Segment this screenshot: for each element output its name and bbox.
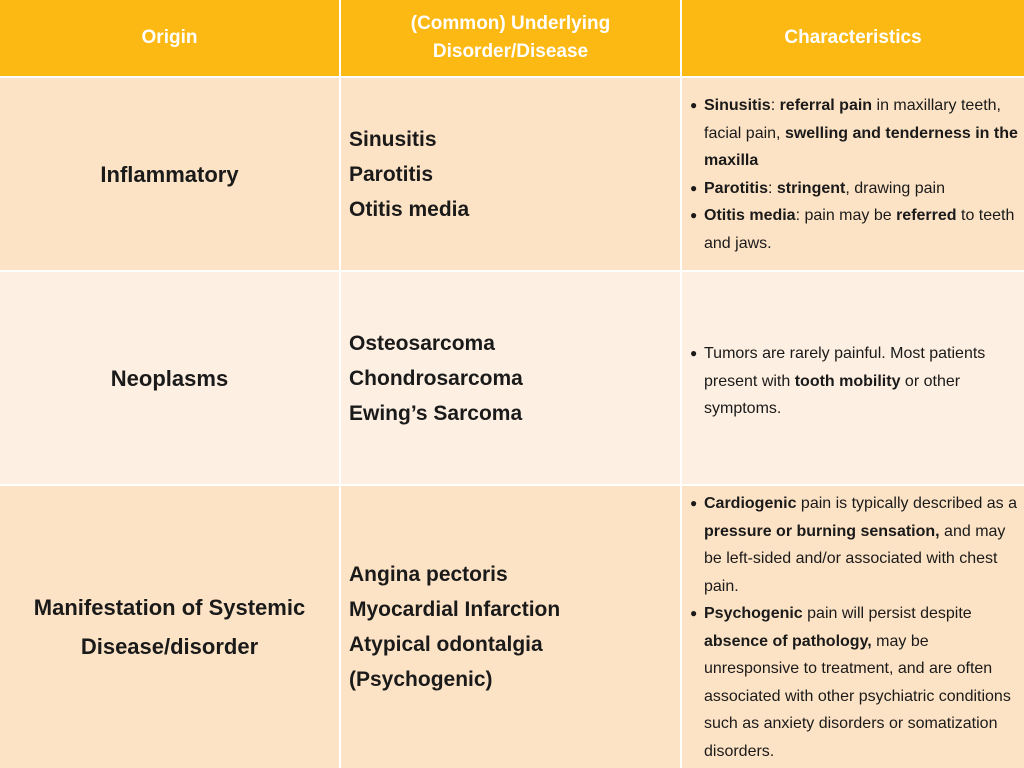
row-diseases bbox=[341, 272, 682, 486]
row-diseases bbox=[341, 486, 682, 768]
disease-item: Parotitis bbox=[349, 162, 434, 186]
row-diseases bbox=[341, 78, 682, 272]
body-text: : pain may be bbox=[795, 207, 897, 224]
characteristics-list bbox=[688, 490, 1018, 765]
emphasis-text: Otitis media bbox=[704, 207, 796, 224]
emphasis-text: Parotitis bbox=[704, 179, 769, 197]
characteristic-item bbox=[688, 340, 1018, 423]
body-text: , drawing pain bbox=[845, 179, 945, 197]
header-characteristics-label: Characteristics bbox=[784, 27, 922, 48]
bullet-icon: ● bbox=[690, 98, 698, 112]
body-text: Tumors are rarely painful. Most patients present with bbox=[704, 345, 986, 390]
row-origin bbox=[0, 486, 341, 768]
body-text: : bbox=[770, 97, 780, 114]
emphasis-text: Psychogenic bbox=[704, 605, 803, 622]
bullet-icon: ● bbox=[690, 208, 698, 222]
body-text: pain is typically described as a bbox=[796, 495, 1018, 512]
disease-item: Osteosarcoma bbox=[349, 331, 495, 355]
emphasis-text: absence of pathology, bbox=[704, 632, 872, 650]
origin-label: Neoplasms bbox=[110, 365, 229, 391]
header-underlying-line2: Disorder/Disease bbox=[432, 41, 589, 62]
bullet-icon: ● bbox=[690, 180, 698, 195]
disease-item: Otitis media bbox=[349, 197, 470, 221]
characteristic-item bbox=[688, 175, 1018, 203]
characteristic-item bbox=[688, 490, 1018, 600]
header-origin-label: Origin bbox=[141, 27, 198, 48]
disease-item: Sinusitis bbox=[349, 127, 437, 151]
header-underlying bbox=[341, 0, 682, 78]
characteristics-list bbox=[688, 92, 1018, 257]
body-text: and may be left-sided and/or associated with chest pain. bbox=[704, 522, 1006, 595]
header-underlying-line1: (Common) Underlying bbox=[410, 13, 611, 34]
characteristic-item bbox=[688, 92, 1018, 175]
bullet-icon: ● bbox=[690, 496, 698, 510]
row-origin bbox=[0, 78, 341, 272]
row-characteristics bbox=[682, 486, 1024, 768]
disease-item: Atypical odontalgia bbox=[349, 633, 543, 656]
bullet-icon: ● bbox=[690, 346, 698, 360]
emphasis-text: swelling and tenderness in the maxilla bbox=[704, 124, 1018, 169]
emphasis-text: tooth mobility bbox=[794, 372, 901, 390]
body-text: to teeth and jaws. bbox=[704, 207, 1015, 252]
body-text: may be unresponsive to treatment, and are often associated with other psychiatric conditions such as anxiety disorders or somatization disorders. bbox=[704, 632, 1011, 760]
row-characteristics bbox=[682, 272, 1024, 486]
body-text: pain will persist despite bbox=[802, 605, 972, 622]
row-origin bbox=[0, 272, 341, 486]
origin-label: Inflammatory bbox=[100, 161, 239, 187]
body-text: in maxillary teeth, facial pain, bbox=[704, 97, 1001, 142]
header-origin bbox=[0, 0, 341, 78]
row-characteristics bbox=[682, 78, 1024, 272]
emphasis-text: referral pain bbox=[779, 97, 873, 114]
emphasis-text: pressure or burning sensation, bbox=[704, 522, 940, 540]
disease-item: Angina pectoris bbox=[349, 563, 508, 586]
header-characteristics bbox=[682, 0, 1024, 78]
emphasis-text: referred bbox=[896, 207, 957, 224]
disease-item: Myocardial Infarction bbox=[349, 598, 561, 621]
emphasis-text: Cardiogenic bbox=[704, 495, 797, 512]
body-text: : bbox=[768, 179, 777, 197]
characteristic-item bbox=[688, 202, 1018, 257]
disease-item: (Psychogenic) bbox=[349, 668, 493, 691]
disease-item: Chondrosarcoma bbox=[349, 366, 523, 390]
emphasis-text: stringent bbox=[776, 179, 846, 197]
origin-label: Disease/disorder bbox=[80, 634, 259, 659]
disease-item: Ewing’s Sarcoma bbox=[349, 401, 523, 425]
body-text: or other symptoms. bbox=[704, 372, 961, 417]
characteristics-list bbox=[688, 340, 1018, 423]
emphasis-text: Sinusitis bbox=[704, 97, 771, 114]
bullet-icon: ● bbox=[690, 606, 698, 620]
characteristic-item bbox=[688, 600, 1018, 765]
origin-label: Manifestation of Systemic bbox=[33, 595, 306, 620]
